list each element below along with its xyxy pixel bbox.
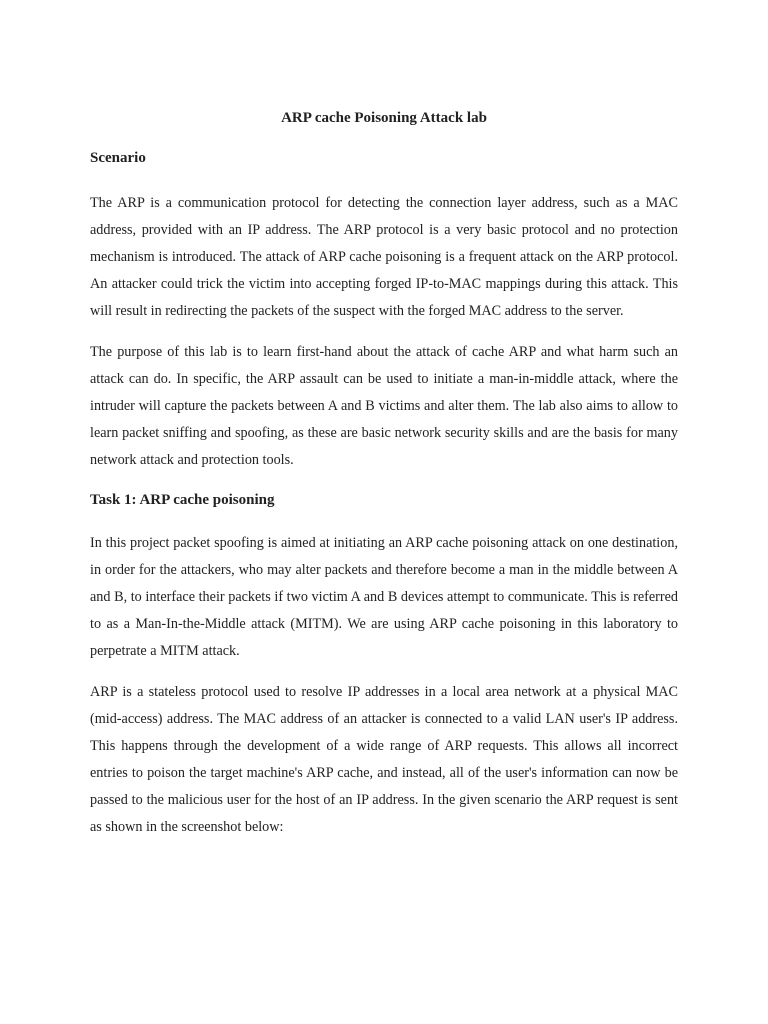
paragraph-task1-2: ARP is a stateless protocol used to resolve IP addresses in a local area network at a physical MAC (mid-access) address. The MAC address of an attacker is connected to a valid LAN user's IP address. This happens through the development of a wide range of ARP requests. This allows all incorrect entries to poison the target machine's ARP cache, and instead, all of the user's information can now be passed to the malicious user for the host of an IP address. In the given scenario the ARP request is sent as shown in the screenshot below: [90,684,678,835]
document-title: ARP cache Poisoning Attack lab [281,110,487,126]
section-heading-task1: Task 1: ARP cache poisoning [90,492,275,508]
paragraph-scenario-1: The ARP is a communication protocol for detecting the connection layer address, such as a MAC address, provided with an IP address. The ARP protocol is a very basic protocol and no protection mechanism is introduced. The attack of ARP cache poisoning is a frequent attack on the ARP protocol. An attacker could trick the victim into accepting forged IP-to-MAC mappings during this attack. This will result in redirecting the packets of the suspect with the forged MAC address to the server. [90,195,678,319]
document-page [90,108,678,855]
paragraph-scenario-2: The purpose of this lab is to learn first-hand about the attack of cache ARP and what harm such an attack can do. In specific, the ARP assault can be used to initiate a man-in-middle attack, where the intruder will capture the packets between A and B victims and alter them. The lab also aims to allow to learn packet sniffing and spoofing, as these are basic network security skills and are the basis for many network attack and protection tools. [90,344,678,468]
paragraph-task1-1: In this project packet spoofing is aimed at initiating an ARP cache poisoning attack on one destination, in order for the attackers, who may alter packets and therefore become a man in the middle between A and B, to interface their packets if two victim A and B devices attempt to communicate. This is referred to as a Man-In-the-Middle attack (MITM). We are using ARP cache poisoning in this laboratory to perpetrate a MITM attack. [90,535,678,659]
section-heading-scenario: Scenario [90,150,146,166]
